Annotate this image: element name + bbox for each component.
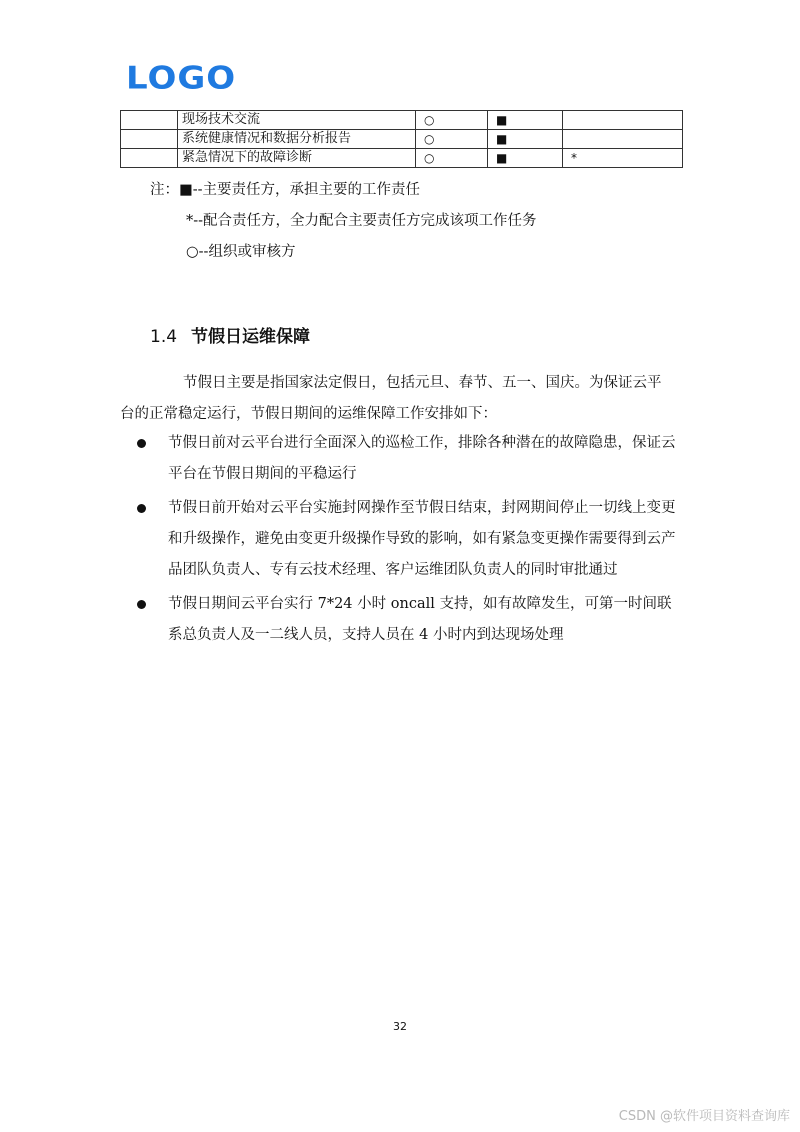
section-intro: 节假日主要是指国家法定假日，包括元旦、春节、五一、国庆。为保证云平台的正常稳定运行，节假日期间的运维保障工作安排如下： xyxy=(120,375,662,422)
list-item-text: 节假日期间云平台实行 7*24 小时 oncall 支持，如有故障发生，可第一时间联系总负责人及一二线人员，支持人员在 4 小时内到达现场处理 xyxy=(168,596,672,643)
list-item xyxy=(120,428,680,490)
bullet-icon xyxy=(137,504,146,513)
table-cell-organizer: ○ xyxy=(416,149,488,168)
list-item-text: 节假日前对云平台进行全面深入的巡检工作，排除各种潜在的故障隐患，保证云平台在节假日期间的平稳运行 xyxy=(168,435,676,482)
table-cell-support: * xyxy=(563,149,683,168)
bullet-list xyxy=(120,428,680,651)
table-cell-blank xyxy=(121,149,178,168)
table-row xyxy=(121,149,683,168)
list-item xyxy=(120,493,680,586)
table-cell-primary: ■ xyxy=(488,130,563,149)
list-item-text: 节假日前开始对云平台实施封网操作至节假日结束，封网期间停止一切线上变更和升级操作，避免由变更升级操作导致的影响，如有紧急变更操作需要得到云产品团队负责人、专有云技术经理、客户运维团队负责人的同时审批通过 xyxy=(168,500,676,578)
table-cell-item: 现场技术交流 xyxy=(178,111,416,130)
table-cell-blank xyxy=(121,130,178,149)
table-cell-support xyxy=(563,130,683,149)
watermark: CSDN @软件项目资料查询库 xyxy=(618,1109,790,1124)
bullet-icon xyxy=(137,439,146,448)
table-cell-blank xyxy=(121,111,178,130)
note-organizer: ○--组织或审核方 xyxy=(186,244,296,260)
list-item xyxy=(120,589,680,651)
responsibility-table xyxy=(120,110,683,168)
note-primary: 注：■--主要责任方，承担主要的工作责任 xyxy=(150,182,420,198)
section-title: 节假日运维保障 xyxy=(191,327,311,347)
bullet-icon xyxy=(137,600,146,609)
table-cell-primary: ■ xyxy=(488,149,563,168)
table-row xyxy=(121,111,683,130)
table-cell-organizer: ○ xyxy=(416,111,488,130)
note-support: *--配合责任方，全力配合主要责任方完成该项工作任务 xyxy=(186,213,537,229)
table-cell-support xyxy=(563,111,683,130)
company-logo: LOGO xyxy=(126,60,237,97)
table-cell-item: 系统健康情况和数据分析报告 xyxy=(178,130,416,149)
table-cell-primary: ■ xyxy=(488,111,563,130)
table-cell-item: 紧急情况下的故障诊断 xyxy=(178,149,416,168)
table-row xyxy=(121,130,683,149)
section-heading xyxy=(150,322,310,347)
page-number: 32 xyxy=(393,1020,407,1033)
table-cell-organizer: ○ xyxy=(416,130,488,149)
section-number: 1.4 xyxy=(150,327,178,347)
